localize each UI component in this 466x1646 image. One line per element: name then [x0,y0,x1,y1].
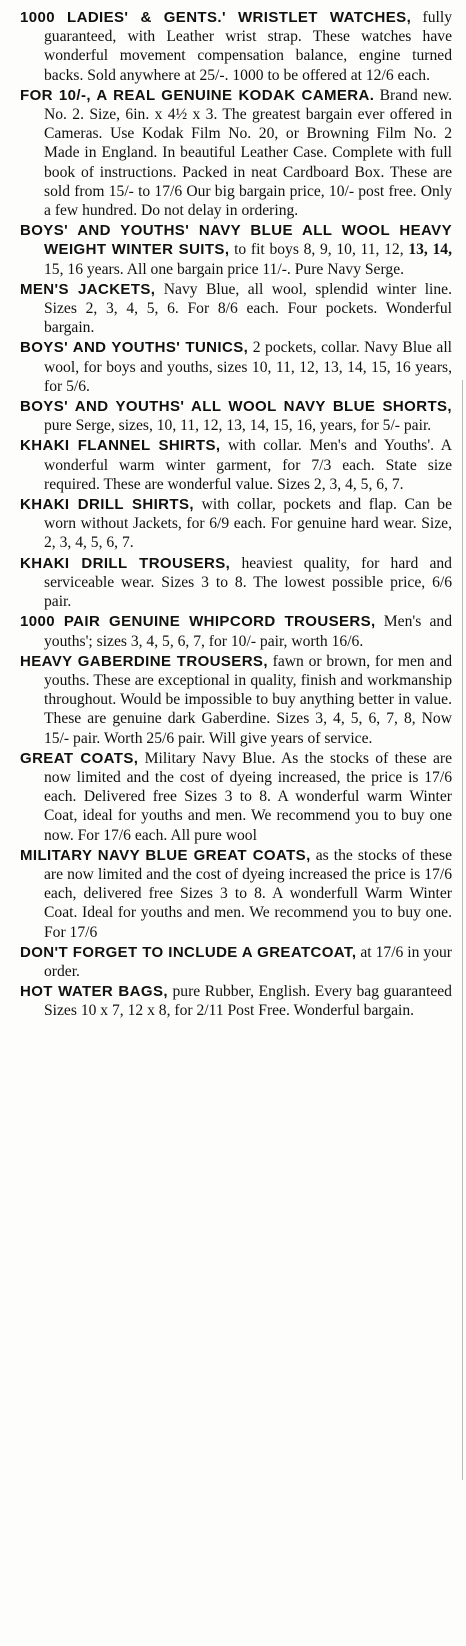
ad-heading: DON'T FORGET TO INCLUDE A GREATCOAT, [20,943,357,961]
ad-greatcoat-reminder [20,943,452,981]
ad-heading: HEAVY GABERDINE TROUSERS, [20,652,268,670]
ad-heading: 1000 LADIES' & GENTS.' WRISTLET WATCHES, [20,9,412,26]
ad-whipcord-trousers [20,612,452,650]
ad-body: with collar, pockets and flap. Can be worn without Jackets, for 6/9 each. For genuine hard wear. Size, 2, 3, 4, 5, 6, 7. [44,496,452,552]
ad-winter-suits [20,221,452,279]
ad-tunics [20,338,452,396]
ad-kodak-camera [20,86,452,220]
ad-body: pure Serge, sizes, 10, 11, 12, 13, 14, 15, 16, years, for 5/- pair. [44,417,432,435]
ad-wristlet-watches [20,8,452,85]
ad-drill-trousers [20,554,452,612]
ad-body: as the stocks of these are now limited and the cost of dyeing increased the price is 17/6 each, delivered free Sizes 3 to 8. A wonderfull Warm Winter Coat. Ideal for youths and men. We recommend you to buy one. For 17/6 [44,846,452,941]
classified-ad-column [20,8,452,1022]
ad-body: heaviest quality, for hard and serviceable wear. Sizes 3 to 8. The lowest possible price, 6/6 pair. [44,554,452,611]
ad-shorts [20,397,452,435]
ad-body: 2 pockets, collar. Navy Blue all wool, for boys and youths, sizes 10, 11, 12, 13, 14, 15, 16 years, for 5/6. [44,339,452,395]
ad-heading: BOYS' AND YOUTHS' ALL WOOL NAVY BLUE SHORTS, [20,398,452,416]
ad-heading: KHAKI DRILL SHIRTS, [20,496,194,514]
ad-body-bold: 13, 14, [408,241,452,259]
ad-body: Men's and youths'; sizes 3, 4, 5, 6, 7, for 10/- pair, worth 16/6. [44,613,452,650]
ad-body: Brand new. No. 2. Size, 6in. x 4½ x 3. The greatest bargain ever offered in Cameras. Use Kodak Film No. 20, or Browning Film No. 2 Made in England. In beautiful Leather Case. Complete with full book of instructions. Packed in neat Cardboard Box. These are sold from 15/- to 17/6 Our big bargain price, 10/- post free. Only a few hundred. Do not delay in ordering. [44,86,452,220]
ad-body: Navy Blue, all wool, splendid winter line. Sizes 2, 3, 4, 5, 6. For 8/6 each. Four pockets. Wonderful bargain. [44,280,452,337]
ad-heading: HOT WATER BAGS, [20,983,168,1001]
ad-body: 15, 16 years. All one bargain price 11/-. Pure Navy Serge. [44,260,405,278]
ad-body: fully guaranteed, with Leather wrist strap. These watches have wonderful movement compensation balance, engine turned backs. Sold anywhere at 25/-. 1000 to be offered at 12/6 each. [44,9,452,84]
ad-body: fawn or brown, for men and youths. These are exceptional in quality, finish and workmanship throughout. Would be impossible to buy anything better in value. These are genuine dark Gaberdine. Sizes 3, 4, 5, 6, 7, 8, Now 15/- pair. Worth 25/6 pair. Will give years of service. [44,652,452,747]
ad-body: Military Navy Blue. As the stocks of these are now limited and the cost of dyeing increased, the price is 17/6 each. Delivered free Sizes 3 to 8. A wonderful warm Winter Coat, ideal for youths and men. We recommend you to buy one now. For 17/6 each. All pure wool [44,749,452,844]
ad-heading: KHAKI FLANNEL SHIRTS, [20,437,221,455]
ad-heading: BOYS' AND YOUTHS' TUNICS, [20,339,249,357]
column-rule [462,380,463,1480]
ad-body: pure Rubber, English. Every bag guaranteed Sizes 10 x 7, 12 x 8, for 2/11 Post Free. Wonderful bargain. [44,983,452,1020]
ad-body: at 17/6 in your order. [44,943,452,980]
ad-heading: BOYS' AND YOUTHS' NAVY BLUE ALL WOOL HEAVY WEIGHT WINTER SUITS, [20,222,452,259]
ad-heading: KHAKI DRILL TROUSERS, [20,554,231,572]
ad-military-great-coats [20,846,452,942]
ad-flannel-shirts [20,436,452,494]
ad-gaberdine-trousers [20,652,452,748]
ad-heading: FOR 10/-, A REAL GENUINE KODAK CAMERA. [20,86,375,104]
ad-drill-shirts [20,495,452,553]
ad-great-coats [20,749,452,845]
ad-heading: GREAT COATS, [20,749,139,767]
ad-body: with collar. Men's and Youths'. A wonderful warm winter garment, for 7/3 each. State size required. These are wonderful value. Sizes 2, 3, 4, 5, 6, 7. [44,437,452,493]
ad-heading: MILITARY NAVY BLUE GREAT COATS, [20,846,311,864]
ad-heading: MEN'S JACKETS, [20,280,156,298]
ad-hot-water-bags [20,982,452,1020]
ad-body-pre: to fit boys 8, 9, 10, 11, 12, [229,241,409,259]
ad-mens-jackets [20,280,452,338]
ad-heading: 1000 PAIR GENUINE WHIPCORD TROUSERS, [20,613,376,631]
